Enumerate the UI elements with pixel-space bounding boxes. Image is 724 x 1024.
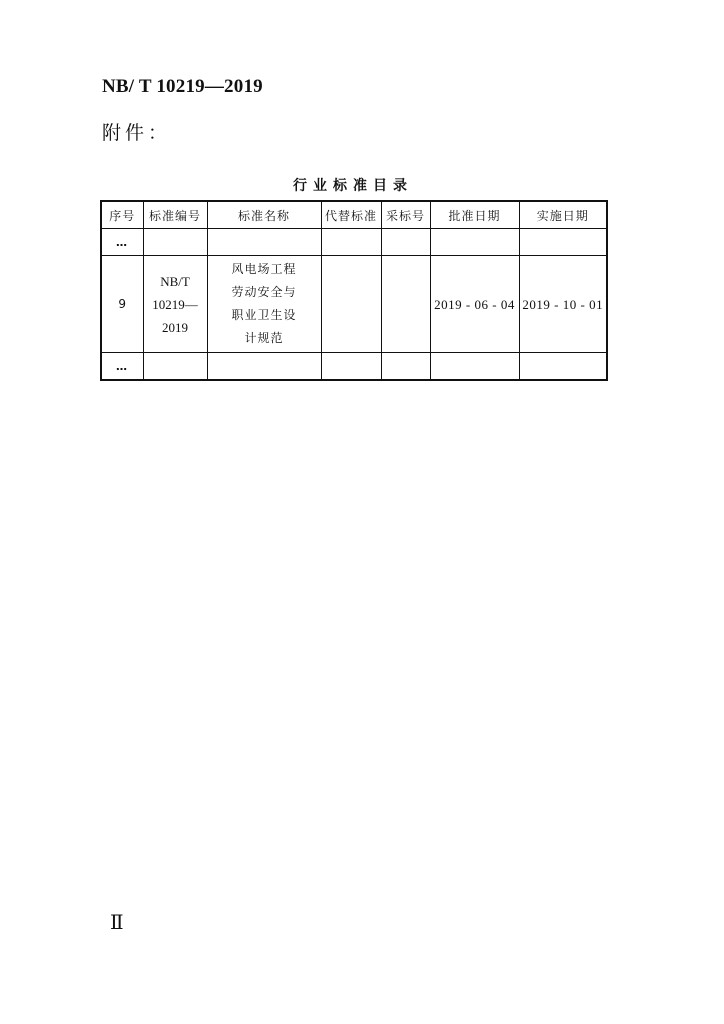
row-replaced-standard: [321, 256, 381, 353]
name-line: 劳动安全与: [231, 285, 297, 299]
table-row: [101, 256, 607, 353]
code-line: 10219—: [152, 296, 198, 312]
row-effective-date: 2019 - 10 - 01: [519, 256, 607, 353]
column-header-replaced: 代替标准: [321, 201, 381, 229]
table-title: 行业标准目录: [293, 178, 413, 194]
page-number: Ⅱ: [110, 912, 124, 934]
column-header-index: 序号: [101, 201, 143, 229]
code-line: 2019: [162, 319, 188, 335]
standard-code: NB/ T 10219—2019: [102, 76, 263, 97]
row-standard-code: [143, 256, 207, 353]
name-line: 职业卫生设: [231, 308, 297, 322]
column-header-name: 标准名称: [207, 201, 321, 229]
ellipsis-cell: …: [101, 229, 143, 256]
standards-catalog-table: [100, 200, 608, 381]
attachment-label: 附件：: [102, 122, 172, 144]
code-line: NB/T: [160, 273, 190, 289]
name-line: 计规范: [244, 331, 284, 345]
row-index: 9: [101, 256, 143, 353]
row-approval-date: 2019 - 06 - 04: [430, 256, 519, 353]
column-header-adopted: 采标号: [381, 201, 430, 229]
column-header-effective-date: 实施日期: [519, 201, 607, 229]
ellipsis-cell: …: [101, 353, 143, 381]
table-row-ellipsis-top: [101, 229, 607, 256]
column-header-approval-date: 批准日期: [430, 201, 519, 229]
table-row-ellipsis-bottom: [101, 353, 607, 381]
row-standard-name: [207, 256, 321, 353]
column-header-code: 标准编号: [143, 201, 207, 229]
table-header-row: [101, 201, 607, 229]
name-line: 风电场工程: [231, 262, 297, 276]
row-adopted-number: [381, 256, 430, 353]
